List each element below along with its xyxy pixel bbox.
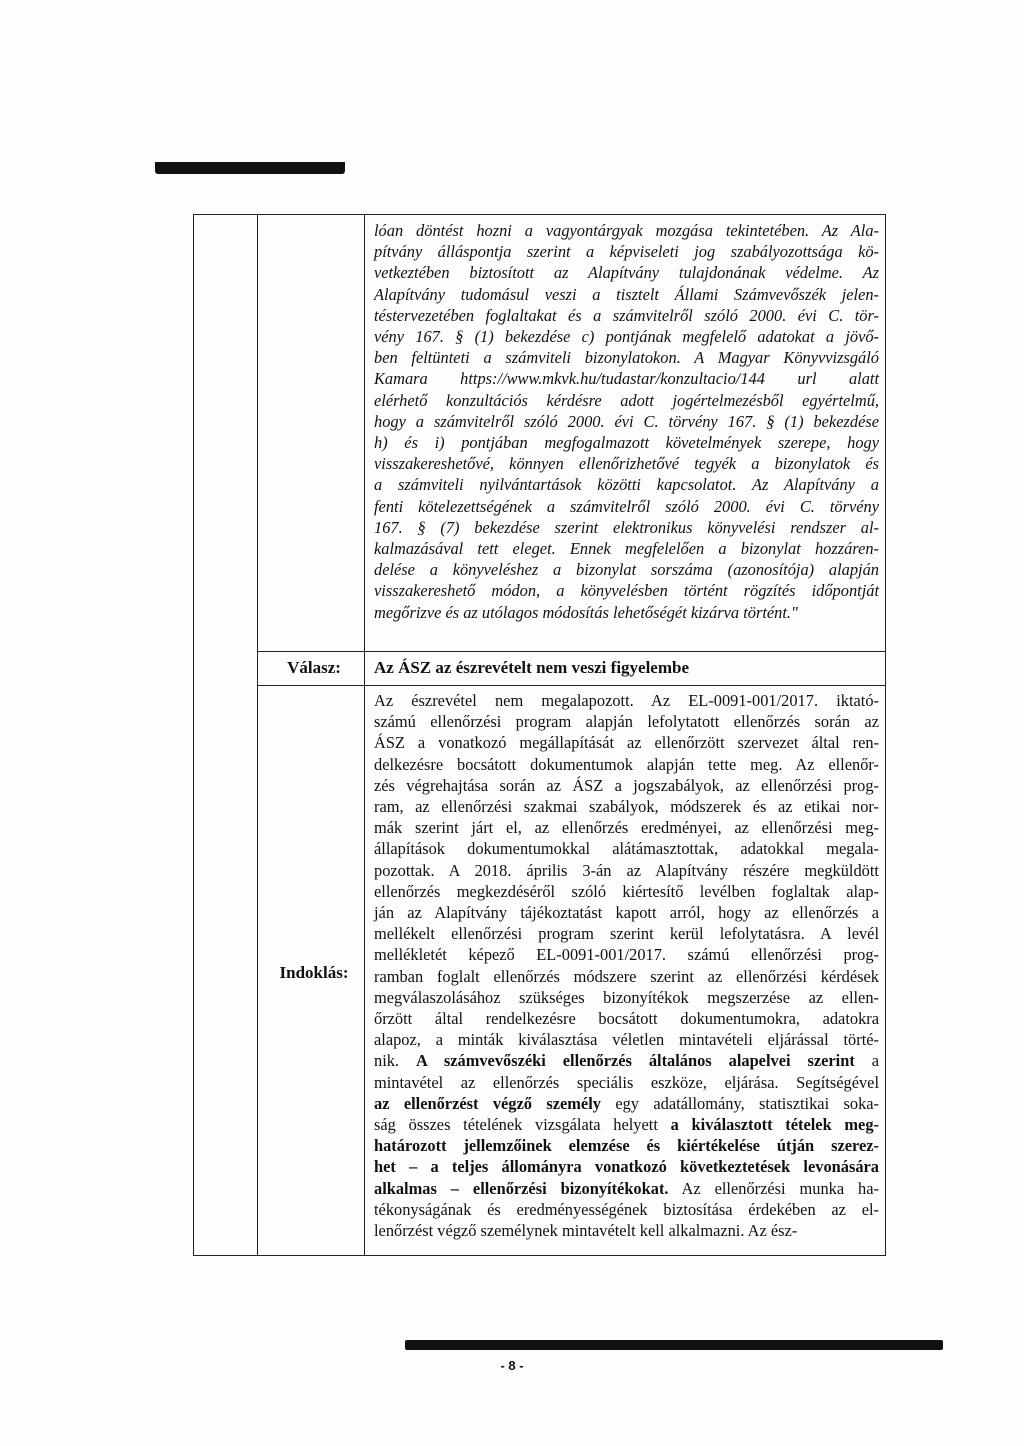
text-line: őrzött által rendelkezésre bocsátott dokumentumokra, adatokra (374, 1009, 879, 1029)
text-line: het – a teljes állományra vonatkozó következtetések levonására (374, 1157, 879, 1177)
text-line: a számviteli nyilvántartások közötti kapcsolatot. Az Alapítvány a (374, 475, 879, 495)
text-line: ján az Alapítvány tájékoztatást kapott arról, hogy az ellenőrzés a (374, 903, 879, 923)
text-line: elérhető konzultációs kérdésre adott jogértelmezésből egyértelmű, (374, 390, 879, 410)
text-line: mák szerint járt el, az ellenőrzés eredményei, az ellenőrzési meg- (374, 818, 879, 838)
text-line: ramban foglalt ellenőrzés módszere szerint az ellenőrzési kérdések (374, 966, 879, 986)
text-line: visszakereshető módon, a könyvelésben történt rögzítés időpontját (374, 581, 879, 601)
text-line: ság összes tételének vizsgálata helyett a kiválasztott tételek meg- (374, 1115, 879, 1135)
text-line: hogy a számvitelről szóló 2000. évi C. törvény 167. § (1) bekezdése (374, 411, 879, 431)
valasz-text: Az ÁSZ az észrevételt nem veszi figyelembe (374, 658, 690, 677)
bottom-rule (405, 1340, 943, 1350)
top-rule (155, 162, 345, 174)
row-divider-2 (257, 685, 885, 686)
page-number: - 8 - (500, 1358, 524, 1373)
text-line: h) és i) pontjában megfogalmazott követelmények szerepe, hogy (374, 433, 879, 453)
text-line: alapoz, a minták kiválasztása véletlen mintavételi eljárással törté- (374, 1030, 879, 1050)
text-line: Az észrevétel nem megalapozott. Az EL-0091-001/2017. iktató- (374, 691, 879, 710)
text-line: mellékletét képező EL-0091-001/2017. számú ellenőrzési prog- (374, 945, 879, 965)
row-divider-1 (257, 651, 885, 652)
text-line: pozottak. A 2018. április 3-án az Alapítvány részére megküldött (374, 860, 879, 880)
text-line: téstervezetében foglaltakat és a számvitelről szóló 2000. évi C. tör- (374, 305, 879, 325)
text-line: számú ellenőrzési program alapján lefolytatott ellenőrzés során az (374, 712, 879, 732)
text-line: lenőrzést végző személynek mintavételt kell alkalmazni. Az ész- (374, 1221, 798, 1241)
document-table (193, 214, 886, 1256)
text-line: fenti kötelezettségének a számvitelről szóló 2000. évi C. törvény (374, 496, 879, 516)
text-line: delése a könyveléshez a bizonylat sorszáma (azonosítója) alapján (374, 560, 879, 580)
valasz-label: Válasz: (287, 658, 341, 677)
text-line: zés végrehajtása során az ÁSZ a jogszabályok, az ellenőrzési prog- (374, 775, 879, 795)
indoklas-label: Indoklás: (279, 963, 349, 982)
text-line: 167. § (7) bekezdése szerint elektronikus könyvelési rendszer al- (374, 517, 879, 537)
text-line: kalmazásával tett eleget. Ennek megfelelően a bizonylat hozzáren- (374, 539, 879, 559)
col-divider-left (257, 215, 258, 1255)
text-line: Alapítvány tudomásul veszi a tisztelt Állami Számvevőszék jelen- (374, 284, 879, 304)
text-line: nik. A számvevőszéki ellenőrzés általános alapelvei szerint a (374, 1051, 880, 1071)
col-divider-right (364, 215, 365, 1255)
text-line: ben feltünteti a számviteli bizonylatokon. A Magyar Könyvvizsgáló (374, 348, 879, 368)
text-line: lóan döntést hozni a vagyontárgyak mozgása tekintetében. Az Ala- (374, 221, 879, 240)
text-line: ÁSZ a vonatkozó megállapítását az ellenőrzött szervezet által ren- (374, 733, 879, 753)
text-line: határozott jellemzőinek elemzése és kiértékelése útján szerez- (374, 1136, 879, 1156)
text-line: Kamara https://www.mkvk.hu/tudastar/konzultacio/144 url alatt (374, 369, 879, 389)
text-line: visszakereshetővé, könnyen ellenőrizhetővé tegyék a bizonylatok és (374, 454, 879, 474)
text-line: mellékelt ellenőrzési program szerint kerül lefolytatásra. A levél (374, 924, 879, 944)
text-line: vetkeztében biztosított az Alapítvány tulajdonának védelme. Az (374, 263, 879, 283)
text-line: vény 167. § (1) bekezdése c) pontjának megfelelő adatokat a jövő- (374, 327, 879, 347)
quote-cell (374, 220, 879, 623)
text-line: mintavétel az ellenőrzés speciális eszköze, eljárása. Segítségével (374, 1072, 879, 1092)
text-line: megválaszolásához szükséges bizonyítékok megszerzése az ellen- (374, 987, 879, 1007)
text-line: az ellenőrzést végző személy egy adatállomány, statisztikai soka- (374, 1093, 880, 1113)
text-line: tékonyságának és eredményességének biztosítása érdekében az el- (374, 1199, 879, 1219)
text-line: ram, az ellenőrzési szakmai szabályok, módszerek és az etikai nor- (374, 797, 879, 817)
text-line: megőrizve és az utólagos módosítás lehetőségét kizárva történt." (374, 602, 798, 622)
text-line: alkalmas – ellenőrzési bizonyítékokat. Az ellenőrzési munka ha- (374, 1178, 879, 1198)
indoklas-cell (374, 690, 879, 1241)
text-line: ellenőrzés megkezdéséről szóló kiértesítő levélben foglaltak alap- (374, 881, 879, 901)
text-line: delkezésre bocsátott dokumentumok alapján tette meg. Az ellenőr- (374, 754, 879, 774)
text-line: állapítások dokumentumokkal alátámasztottak, adatokkal megala- (374, 839, 879, 859)
text-line: pítvány álláspontja szerint a képviseleti jog szabályozottsága kö- (374, 242, 879, 262)
